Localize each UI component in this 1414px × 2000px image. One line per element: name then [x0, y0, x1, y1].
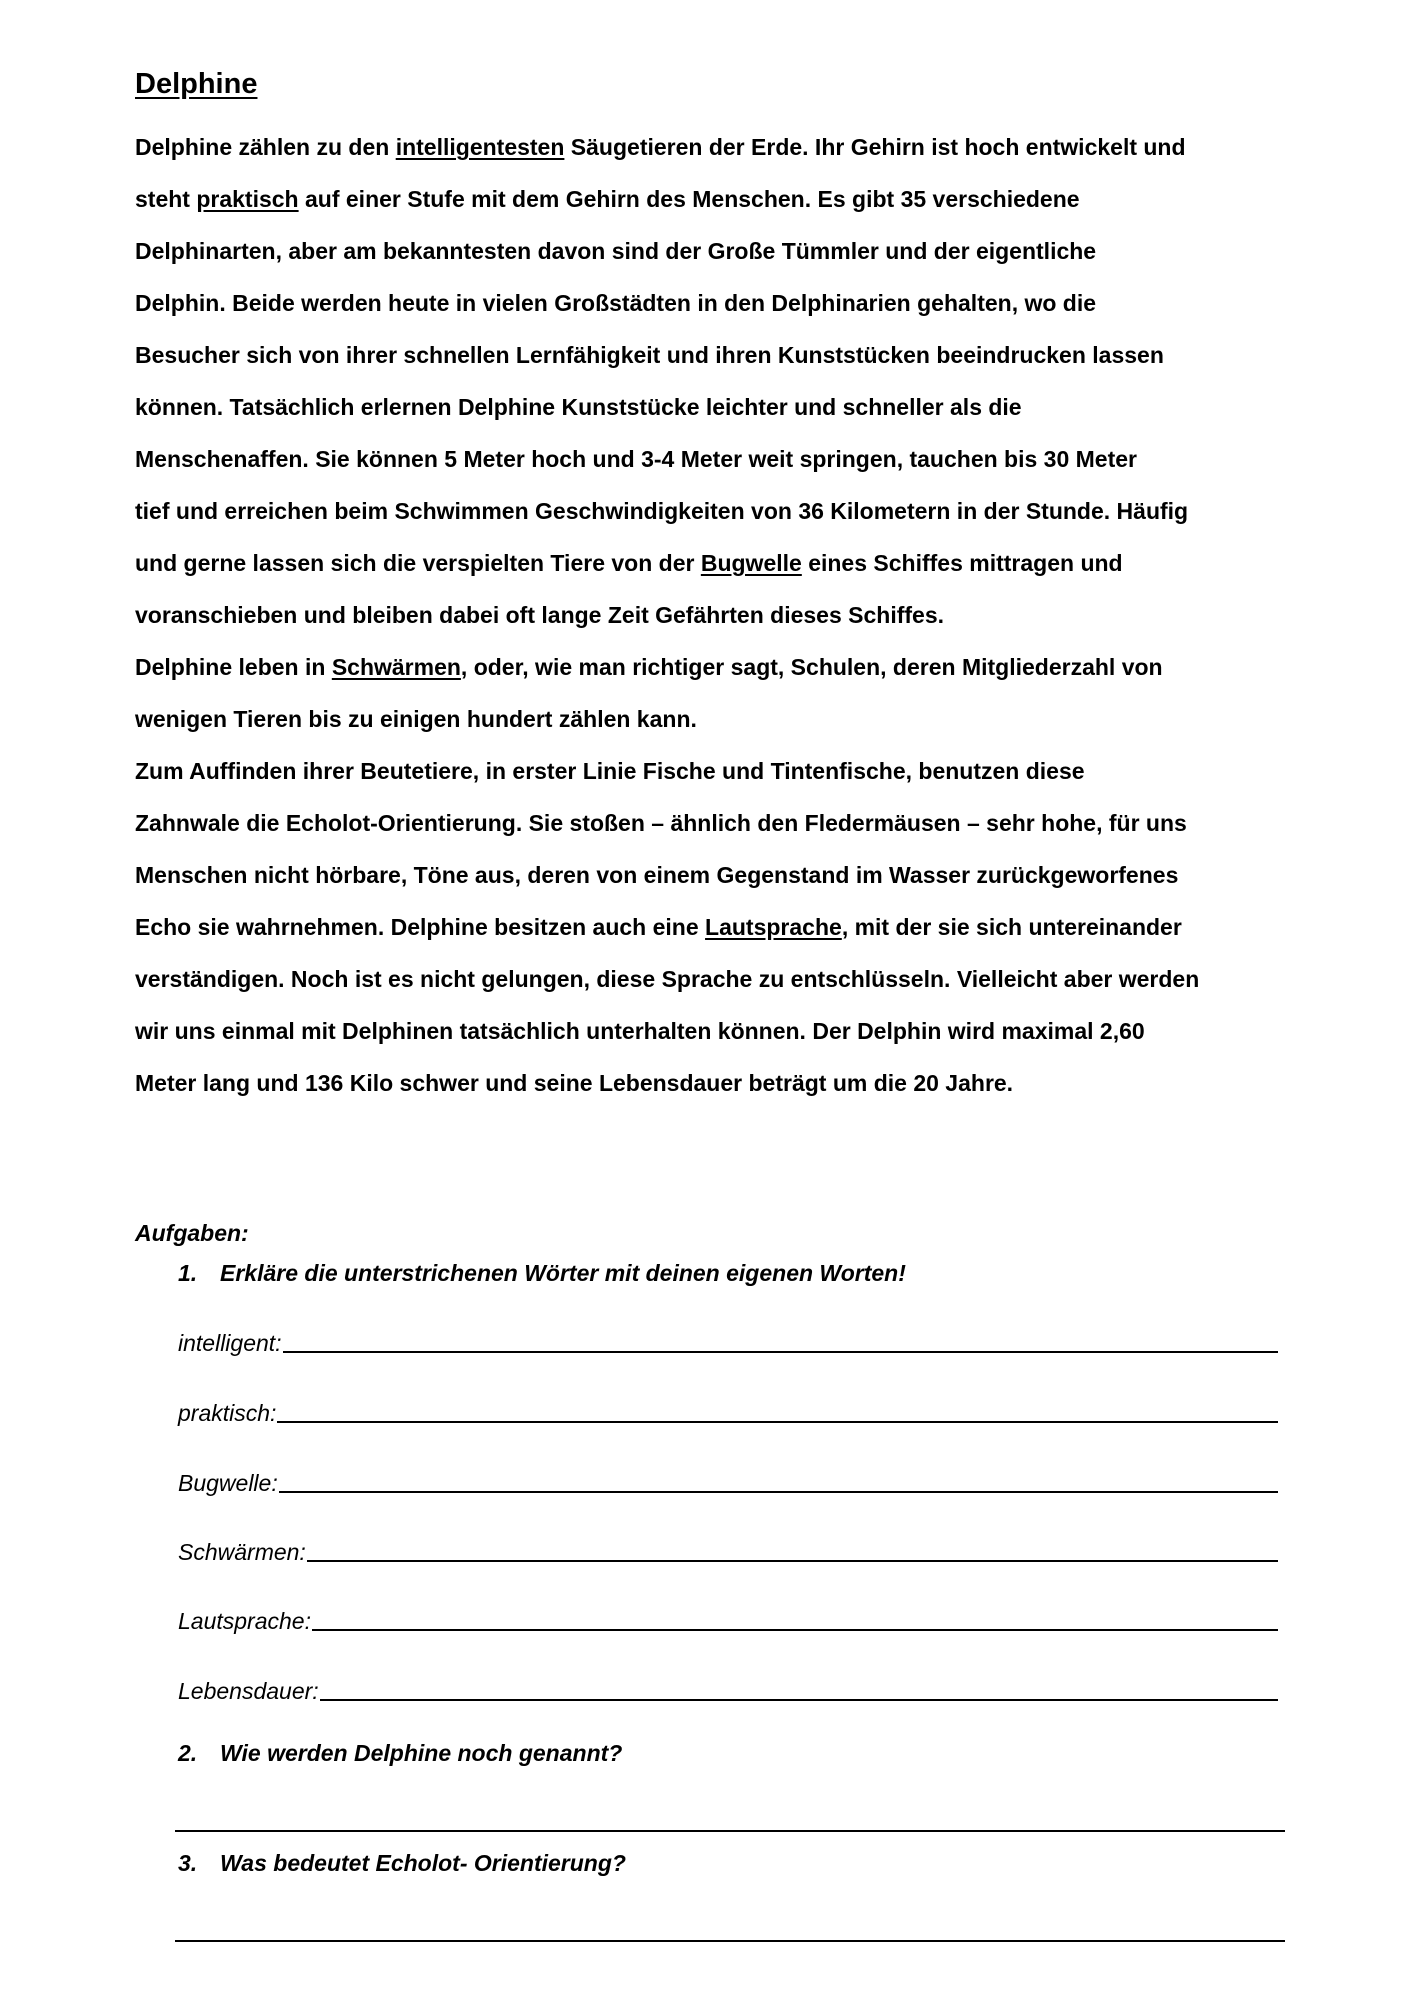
fill-in-row [178, 1463, 1278, 1497]
tasks-heading: Aufgaben: [135, 1220, 249, 1246]
task-2-number: 2. [178, 1740, 198, 1766]
text-segment: Delphin. Beide werden heute in vielen Großstädten in den Delphinarien gehalten, wo die [135, 290, 1097, 316]
fill-in-row [178, 1393, 1278, 1427]
fill-in-row [178, 1671, 1278, 1705]
text-segment: Besucher sich von ihrer schnellen Lernfähigkeit und ihren Kunststücken beeindrucken lassen [135, 342, 1164, 368]
fill-in-label: Lebensdauer: [178, 1678, 319, 1704]
text-line [135, 387, 1295, 439]
fill-in-row [178, 1601, 1278, 1635]
fill-in-label: Lautsprache: [178, 1608, 311, 1634]
text-line [135, 491, 1295, 543]
text-line [135, 699, 1295, 751]
text-line [135, 907, 1295, 959]
text-segment: eines Schiffes mittragen und [801, 550, 1123, 576]
task-1-text: Erkläre die unterstrichenen Wörter mit deinen eigenen Worten! [220, 1260, 906, 1286]
fill-in-blank[interactable] [279, 1465, 1278, 1493]
text-line [135, 959, 1295, 1011]
text-segment: Menschen nicht hörbare, Töne aus, deren von einem Gegenstand im Wasser zurückgeworfenes [135, 862, 1179, 888]
fill-in-blank[interactable] [320, 1673, 1278, 1701]
fill-in-blank[interactable] [277, 1395, 1278, 1423]
text-line [135, 595, 1295, 647]
task-2-answer-line[interactable] [175, 1830, 1285, 1832]
text-segment: wenigen Tieren bis zu einigen hundert zählen kann. [135, 706, 697, 732]
text-line [135, 231, 1295, 283]
fill-in-blank[interactable] [283, 1325, 1278, 1353]
text-line [135, 543, 1295, 595]
text-line [135, 751, 1295, 803]
text-segment: , oder, wie man richtiger sagt, Schulen, deren Mitgliederzahl von [460, 654, 1163, 680]
text-segment: Delphine zählen zu den [135, 134, 396, 160]
text-segment: wir uns einmal mit Delphinen tatsächlich unterhalten können. Der Delphin wird maximal 2,60 [135, 1018, 1145, 1044]
text-segment: verständigen. Noch ist es nicht gelungen, diese Sprache zu entschlüsseln. Vielleicht aber werden [135, 966, 1200, 992]
text-segment: und gerne lassen sich die verspielten Tiere von der [135, 550, 701, 576]
task-3 [178, 1850, 626, 1877]
fill-in-row [178, 1532, 1278, 1566]
task-3-answer-line[interactable] [175, 1940, 1285, 1942]
text-segment: Delphinarten, aber am bekanntesten davon sind der Große Tümmler und der eigentliche [135, 238, 1097, 264]
text-line [135, 647, 1295, 699]
text-segment: Zahnwale die Echolot-Orientierung. Sie stoßen – ähnlich den Fledermäusen – sehr hohe, für uns [135, 810, 1187, 836]
underlined-word: Lautsprache [705, 914, 842, 940]
underlined-word: Bugwelle [700, 550, 802, 576]
text-segment: Delphine leben in [135, 654, 332, 680]
text-segment: Echo sie wahrnehmen. Delphine besitzen auch eine [135, 914, 706, 940]
text-segment: Meter lang und 136 Kilo schwer und seine Lebensdauer beträgt um die 20 Jahre. [135, 1070, 1014, 1096]
fill-in-label: praktisch: [178, 1400, 277, 1426]
text-segment: steht [135, 186, 197, 212]
text-segment: , mit der sie sich untereinander [841, 914, 1182, 940]
task-1 [178, 1260, 906, 1287]
text-line [135, 1011, 1295, 1063]
page-title: Delphine [135, 68, 258, 100]
underlined-word: praktisch [196, 186, 299, 212]
text-line [135, 283, 1295, 335]
text-segment: können. Tatsächlich erlernen Delphine Kunststücke leichter und schneller als die [135, 394, 1022, 420]
text-segment: Säugetieren der Erde. Ihr Gehirn ist hoch entwickelt und [564, 134, 1186, 160]
underlined-word: intelligentesten [395, 134, 565, 160]
main-text [135, 127, 1295, 1115]
fill-in-label: intelligent: [178, 1330, 282, 1356]
fill-in-blank[interactable] [312, 1603, 1278, 1631]
task-2-text: Wie werden Delphine noch genannt? [220, 1740, 623, 1766]
text-segment: auf einer Stufe mit dem Gehirn des Menschen. Es gibt 35 verschiedene [298, 186, 1080, 212]
text-line [135, 179, 1295, 231]
task-3-text: Was bedeutet Echolot- Orientierung? [220, 1850, 626, 1876]
text-line [135, 1063, 1295, 1115]
text-segment: tief und erreichen beim Schwimmen Geschwindigkeiten von 36 Kilometern in der Stunde. Häufig [135, 498, 1189, 524]
text-line [135, 855, 1295, 907]
text-line [135, 127, 1295, 179]
task-1-number: 1. [178, 1260, 198, 1286]
text-segment: Zum Auffinden ihrer Beutetiere, in erster Linie Fische und Tintenfische, benutzen diese [135, 758, 1085, 784]
fill-in-label: Schwärmen: [178, 1539, 306, 1565]
underlined-word: Schwärmen [331, 654, 461, 680]
text-line [135, 335, 1295, 387]
fill-in-blank[interactable] [307, 1534, 1278, 1562]
fill-in-row [178, 1323, 1278, 1357]
text-segment: voranschieben und bleiben dabei oft lange Zeit Gefährten dieses Schiffes. [135, 602, 945, 628]
text-segment: Menschenaffen. Sie können 5 Meter hoch und 3-4 Meter weit springen, tauchen bis 30 Meter [135, 446, 1137, 472]
text-line [135, 439, 1295, 491]
fill-in-label: Bugwelle: [178, 1470, 278, 1496]
task-2 [178, 1740, 622, 1767]
text-line [135, 803, 1295, 855]
task-3-number: 3. [178, 1850, 198, 1876]
